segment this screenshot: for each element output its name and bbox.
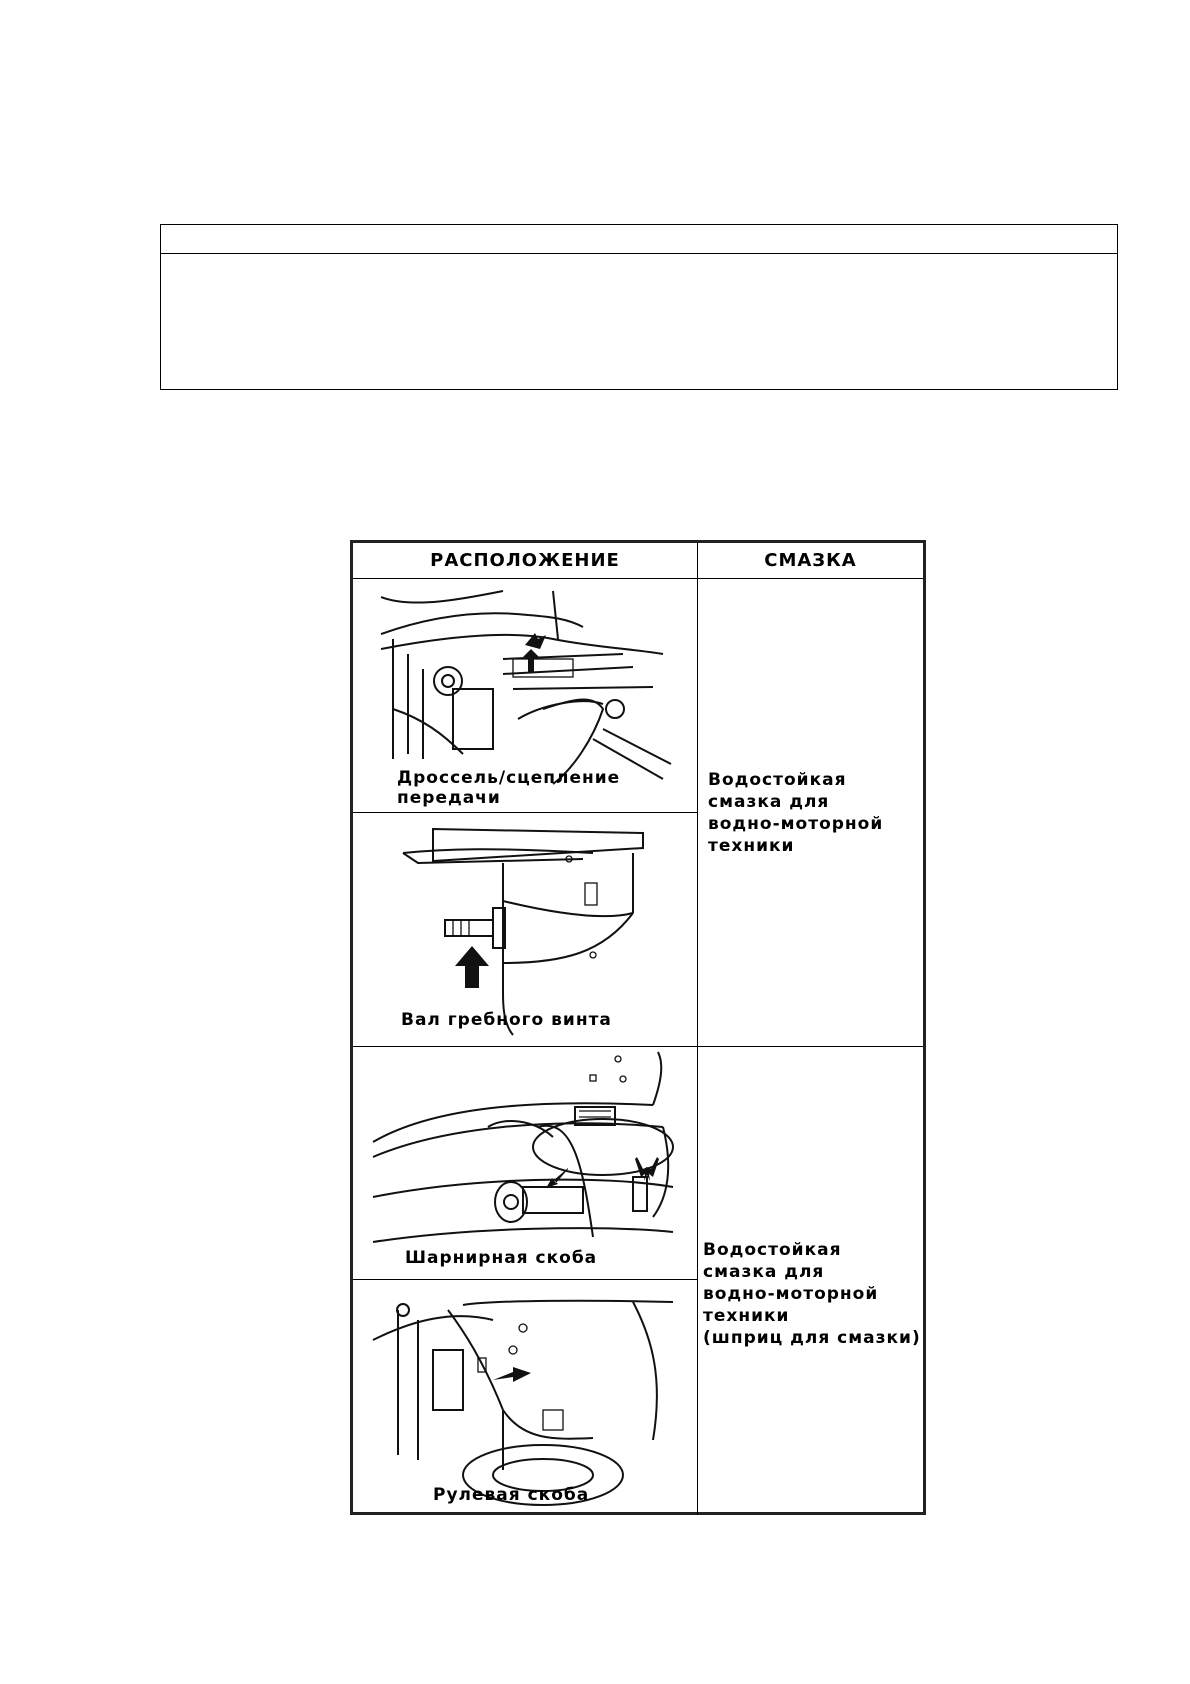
header-lubricant: СМАЗКА <box>698 543 923 579</box>
caption-propeller-shaft: Вал гребного винта <box>401 1010 612 1030</box>
lubricant-text-2: Водостойкая смазка для водно-моторной техники (шприц для смазки) <box>703 1240 921 1348</box>
row-steering-bracket <box>353 1280 698 1515</box>
note-box-header <box>161 225 1117 254</box>
header-location: РАСПОЛОЖЕНИЕ <box>353 543 698 579</box>
lubricant-text-1: Водостойкая смазка для водно-моторной техники <box>708 770 884 856</box>
caption-steering-bracket: Рулевая скоба <box>433 1485 590 1505</box>
caption-throttle-shift-line1: Дроссель/сцепление <box>397 768 621 788</box>
row-swivel-bracket <box>353 1047 698 1280</box>
lubricant-cell-2 <box>698 1047 923 1515</box>
caption-swivel-bracket: Шарнирная скоба <box>405 1248 598 1268</box>
note-box <box>160 224 1118 390</box>
swivel-bracket-illustration <box>353 1047 698 1280</box>
lubricant-cell-1 <box>698 579 923 1047</box>
steering-bracket-illustration <box>353 1280 698 1515</box>
row-propeller-shaft <box>353 813 698 1047</box>
lubrication-table <box>350 540 926 1515</box>
caption-throttle-shift-line2: передачи <box>397 788 501 808</box>
row-throttle-shift <box>353 579 698 813</box>
